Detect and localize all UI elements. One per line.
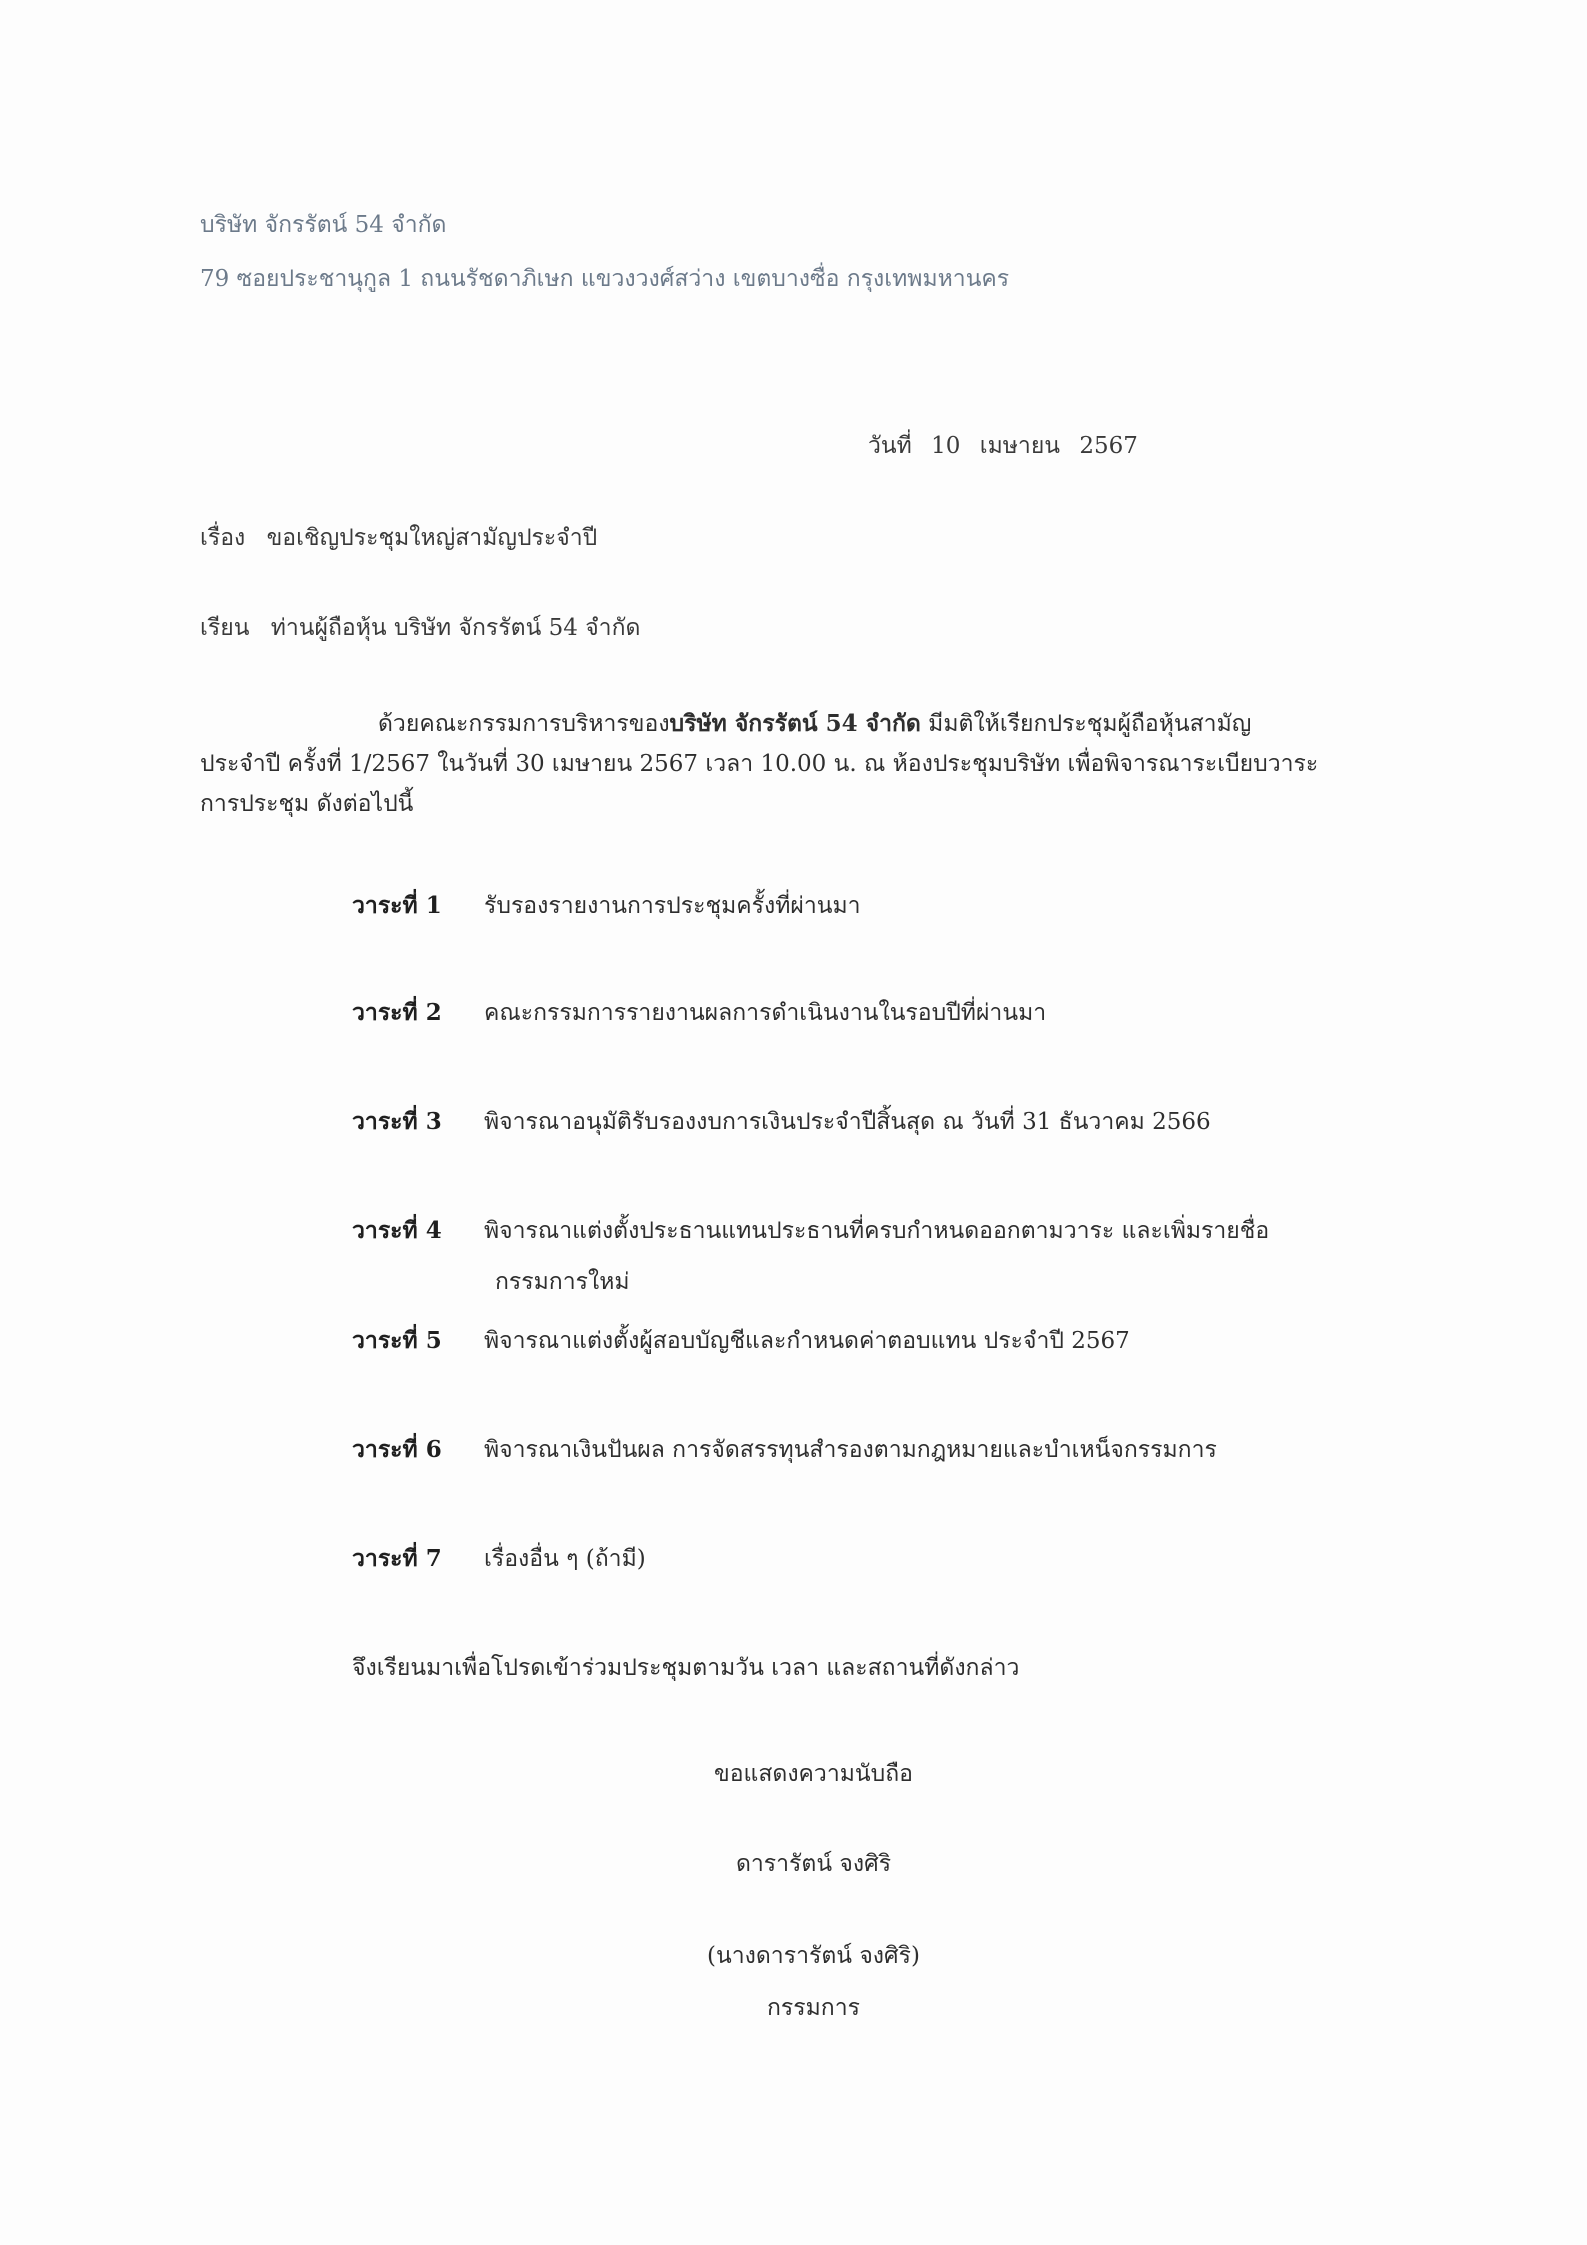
subject-label: เรื่อง	[200, 525, 246, 551]
agenda-text: รับรองรายงานการประชุมครั้งที่ผ่านมา	[484, 893, 861, 919]
agenda-text: พิจารณาอนุมัติรับรองงบการเงินประจำปีสิ้นสุด ณ วันที่ 31 ธันวาคม 2566	[484, 1109, 1211, 1135]
intro-line-2: ประจำปี ครั้งที่ 1/2567 ในวันที่ 30 เมษายน 2567 เวลา 10.00 น. ณ ห้องประชุมบริษัท เพื่อพิจารณาระเบียบวาระ	[200, 751, 1319, 777]
closing-sentence: จึงเรียนมาเพื่อโปรดเข้าร่วมประชุมตามวัน เวลา และสถานที่ดังกล่าว	[352, 1655, 1020, 1681]
agenda-item-4-continuation: กรรมการใหม่	[495, 1269, 630, 1295]
agenda-item-3	[352, 1104, 1211, 1140]
intro-line-1-prefix: ด้วยคณะกรรมการบริหารของ	[378, 711, 670, 737]
agenda-number: วาระที่ 3	[352, 1108, 442, 1135]
agenda-number: วาระที่ 4	[352, 1217, 442, 1244]
agenda-item-5	[352, 1323, 1130, 1359]
agenda-item-4	[352, 1213, 1269, 1249]
agenda-text: พิจารณาเงินปันผล การจัดสรรทุนสำรองตามกฎหมายและบำเหน็จกรรมการ	[484, 1437, 1217, 1463]
intro-line-1-suffix: มีมติให้เรียกประชุมผู้ถือหุ้นสามัญ	[920, 711, 1252, 737]
date-label: วันที่	[868, 433, 912, 459]
company-address: 79 ซอยประชานุกูล 1 ถนนรัชดาภิเษก แขวงวงศ์สว่าง เขตบางซื่อ กรุงเทพมหานคร	[200, 265, 1010, 292]
agenda-number: วาระที่ 6	[352, 1436, 442, 1463]
agenda-number: วาระที่ 5	[352, 1327, 442, 1354]
signature-signed-name: ดารารัตน์ จงศิริ	[735, 1851, 892, 1877]
intro-line-1	[200, 704, 1396, 744]
agenda-item-2	[352, 995, 1046, 1031]
agenda-number: วาระที่ 7	[352, 1545, 442, 1572]
letterhead	[200, 212, 1009, 293]
date-month: เมษายน	[979, 433, 1061, 459]
signature-regards: ขอแสดงความนับถือ	[713, 1761, 913, 1787]
agenda-item-1	[352, 888, 861, 924]
recipient-label: เรียน	[200, 615, 250, 641]
agenda-text: คณะกรรมการรายงานผลการดำเนินงานในรอบปีที่ผ่านมา	[484, 1000, 1047, 1026]
letter-date	[868, 428, 1150, 464]
agenda-text: พิจารณาแต่งตั้งผู้สอบบัญชีและกำหนดค่าตอบแทน ประจำปี 2567	[484, 1328, 1130, 1354]
agenda-item-6	[352, 1432, 1217, 1468]
agenda-number: วาระที่ 1	[352, 892, 442, 919]
intro-company-bold: บริษัท จักรรัตน์ 54 จำกัด	[669, 710, 921, 737]
signature-position: กรรมการ	[767, 1995, 860, 2021]
agenda-item-7	[352, 1541, 646, 1577]
intro-paragraph	[200, 704, 1396, 824]
subject-line	[200, 520, 597, 556]
agenda-text: เรื่องอื่น ๆ (ถ้ามี)	[484, 1546, 646, 1572]
company-name: บริษัท จักรรัตน์ 54 จำกัด	[200, 212, 447, 238]
date-year: 2567	[1079, 433, 1138, 459]
agenda-number: วาระที่ 2	[352, 999, 442, 1026]
agenda-text: พิจารณาแต่งตั้งประธานแทนประธานที่ครบกำหนดออกตามวาระ และเพิ่มรายชื่อ	[484, 1218, 1270, 1244]
date-day: 10	[931, 433, 961, 459]
recipient-line	[200, 610, 640, 646]
intro-line-3: การประชุม ดังต่อไปนี้	[200, 791, 414, 817]
signature-full-name: (นางดารารัตน์ จงศิริ)	[707, 1943, 920, 1969]
recipient-text: ท่านผู้ถือหุ้น บริษัท จักรรัตน์ 54 จำกัด	[270, 615, 641, 641]
subject-text: ขอเชิญประชุมใหญ่สามัญประจำปี	[266, 525, 598, 551]
